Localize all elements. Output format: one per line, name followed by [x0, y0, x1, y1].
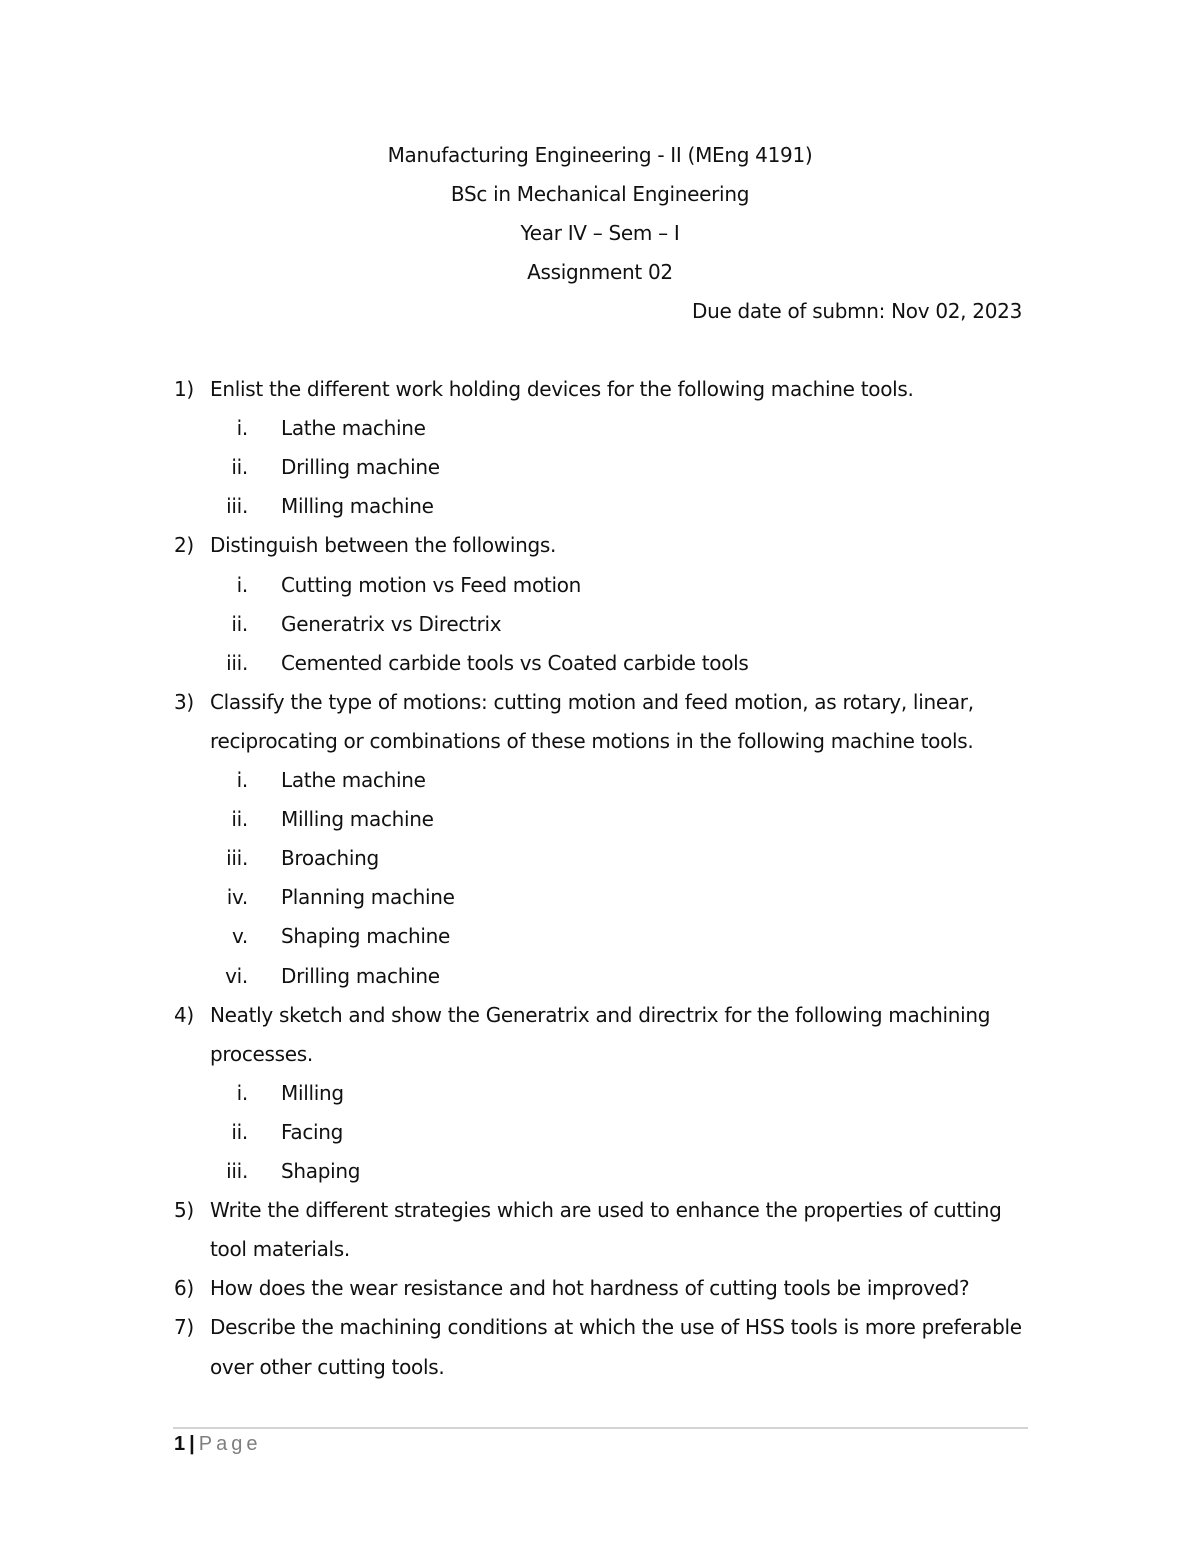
- sub-item-text: Drilling machine: [281, 455, 440, 479]
- question-number: 7): [174, 1315, 194, 1339]
- page-footer: [174, 1430, 261, 1458]
- sub-item-text: Broaching: [281, 846, 379, 870]
- question-text: Describe the machining conditions at which the use of HSS tools is more preferable: [210, 1315, 1022, 1339]
- question-number: 3): [174, 690, 194, 714]
- footer-divider: [173, 1427, 1028, 1429]
- sub-item-number: i.: [236, 416, 248, 440]
- question-text: Classify the type of motions: cutting motion and feed motion, as rotary, linear,: [210, 690, 974, 714]
- sub-item-text: Cemented carbide tools vs Coated carbide tools: [281, 651, 749, 675]
- sub-item-text: Lathe machine: [281, 768, 426, 792]
- sub-item-text: Shaping: [281, 1159, 361, 1183]
- program-name: BSc in Mechanical Engineering: [450, 182, 750, 206]
- sub-item-number: ii.: [231, 807, 248, 831]
- sub-item-text: Cutting motion vs Feed motion: [281, 573, 582, 597]
- page-number: 1: [174, 1433, 186, 1455]
- sub-item-number: i.: [236, 573, 248, 597]
- sub-item-number: iii.: [226, 846, 248, 870]
- question-text: Neatly sketch and show the Generatrix and directrix for the following machining: [210, 1003, 991, 1027]
- question-number: 1): [174, 377, 194, 401]
- assignment-title: Assignment 02: [527, 260, 673, 284]
- sub-item-text: Lathe machine: [281, 416, 426, 440]
- sub-item-number: v.: [231, 924, 248, 948]
- question-text: How does the wear resistance and hot hardness of cutting tools be improved?: [210, 1276, 970, 1300]
- question-text: Write the different strategies which are used to enhance the properties of cutting: [210, 1198, 1002, 1222]
- course-title: Manufacturing Engineering - II (MEng 4191): [387, 143, 813, 167]
- sub-item-number: iii.: [226, 651, 248, 675]
- sub-item-text: Drilling machine: [281, 964, 440, 988]
- question-text: Enlist the different work holding devices for the following machine tools.: [210, 377, 914, 401]
- footer-separator: |: [189, 1433, 195, 1455]
- question-text: processes.: [210, 1042, 313, 1066]
- sub-item-text: Planning machine: [281, 885, 455, 909]
- sub-item-number: i.: [236, 768, 248, 792]
- question-number: 4): [174, 1003, 194, 1027]
- sub-item-text: Milling machine: [281, 494, 434, 518]
- sub-item-number: vi.: [225, 964, 248, 988]
- question-text: tool materials.: [210, 1237, 350, 1261]
- sub-item-text: Milling machine: [281, 807, 434, 831]
- year-semester: Year IV – Sem – I: [520, 221, 680, 245]
- sub-item-number: ii.: [231, 455, 248, 479]
- sub-item-text: Milling: [281, 1081, 344, 1105]
- question-text: reciprocating or combinations of these motions in the following machine tools.: [210, 729, 974, 753]
- sub-item-text: Generatrix vs Directrix: [281, 612, 502, 636]
- question-number: 2): [174, 533, 194, 557]
- sub-item-number: iv.: [226, 885, 248, 909]
- sub-item-number: ii.: [231, 612, 248, 636]
- sub-item-text: Shaping machine: [281, 924, 451, 948]
- question-number: 5): [174, 1198, 194, 1222]
- sub-item-number: ii.: [231, 1120, 248, 1144]
- question-text: over other cutting tools.: [210, 1355, 445, 1379]
- sub-item-number: i.: [236, 1081, 248, 1105]
- sub-item-number: iii.: [226, 1159, 248, 1183]
- sub-item-number: iii.: [226, 494, 248, 518]
- due-date: Due date of submn: Nov 02, 2023: [691, 299, 1022, 323]
- question-text: Distinguish between the followings.: [210, 533, 557, 557]
- page-label: Page: [198, 1433, 262, 1455]
- question-number: 6): [174, 1276, 194, 1300]
- sub-item-text: Facing: [281, 1120, 344, 1144]
